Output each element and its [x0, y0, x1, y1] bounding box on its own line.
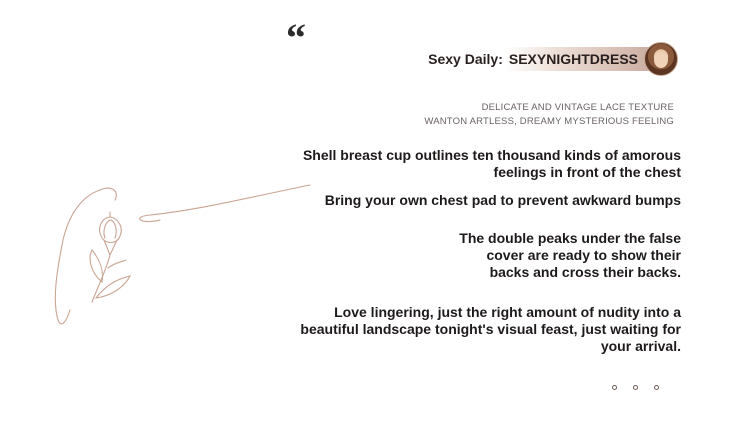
pagination-dot[interactable] — [654, 385, 659, 390]
paragraph-line: your arrival. — [600, 338, 681, 354]
paragraph-line: backs and cross their backs. — [489, 264, 681, 280]
flower-line-art-icon — [30, 170, 330, 340]
paragraph-line: cover are ready to show their — [486, 247, 681, 263]
subtitle-line: DELICATE AND VINTAGE LACE TEXTURE — [481, 102, 674, 113]
subtitle — [424, 101, 674, 129]
paragraph-line: The double peaks under the false — [459, 230, 681, 246]
paragraph-line: beautiful landscape tonight's visual feast, just waiting for — [300, 321, 681, 337]
avatar — [644, 42, 678, 76]
subtitle-line: WANTON ARTLESS, DREAMY MYSTERIOUS FEELING — [424, 116, 674, 127]
pagination-dot[interactable] — [612, 385, 617, 390]
paragraph-line: feelings in front of the chest — [493, 164, 681, 180]
brand-label: Sexy Daily: — [428, 51, 503, 67]
brand-row — [428, 42, 678, 76]
pagination-dots — [612, 385, 659, 390]
feature-paragraph — [381, 230, 681, 281]
paragraph-line: Bring your own chest pad to prevent awkward bumps — [324, 192, 681, 208]
brand-name: SEXYNIGHTDRESS — [505, 47, 656, 71]
quote-mark-icon: “ — [286, 15, 306, 60]
paragraph-line: Shell breast cup outlines ten thousand kinds of amorous — [302, 147, 681, 163]
paragraph-line: Love lingering, just the right amount of nudity into a — [334, 304, 681, 320]
pagination-dot[interactable] — [633, 385, 638, 390]
